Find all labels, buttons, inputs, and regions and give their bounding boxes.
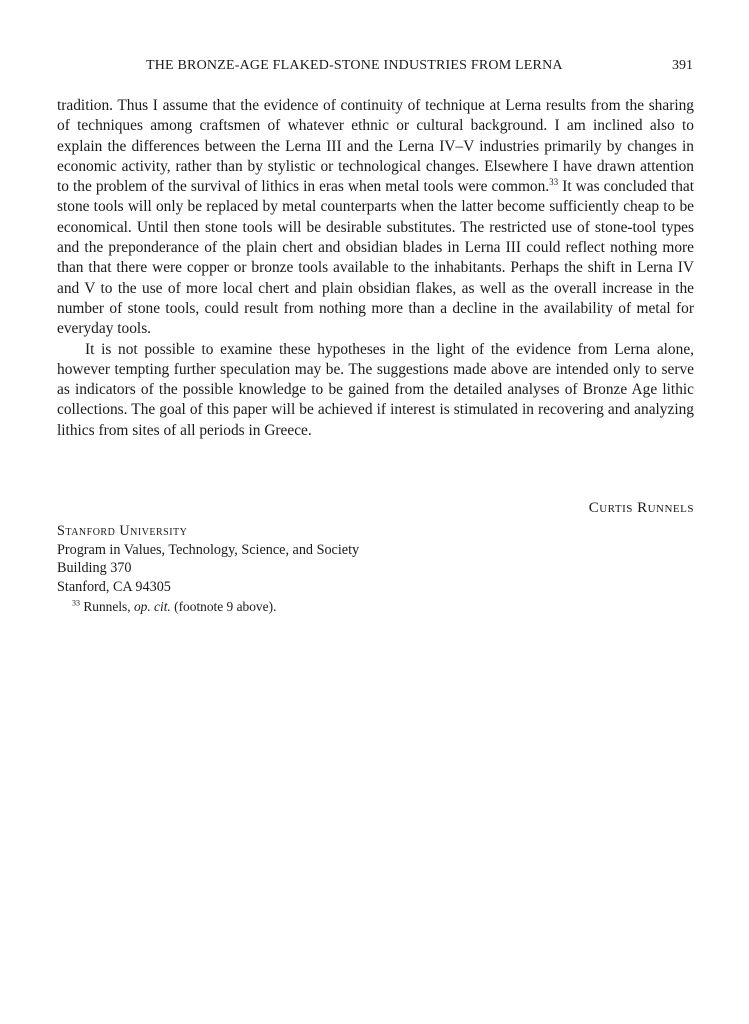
body-text [57, 96, 694, 441]
footnote-reference: 33 [549, 177, 559, 188]
footnote [72, 598, 276, 616]
paragraph-1-text-a: tradition. Thus I assume that the evidence of continuity of technique at Lerna results from the sharing of techniques among craftsmen of whatever ethnic or cultural background. I am inclined also to explain the differences between the Lerna III and the Lerna IV–V industries primarily by changes in economic activity, rather than by stylistic or technological changes. Elsewhere I have drawn attention to the problem of the survival of lithics in eras when metal tools were common. [57, 97, 694, 196]
footnote-author: Runnels, [83, 599, 134, 614]
address-program: Program in Values, Technology, Science, and Society [57, 541, 360, 558]
footnote-rest: (footnote 9 above). [170, 599, 277, 614]
paragraph-2: It is not possible to examine these hypotheses in the light of the evidence from Lerna alone, however tempting further speculation may be. The suggestions made above are intended only to serve as indicators of the possible knowledge to be gained from the detailed analyses of Bronze Age lithic collections. The goal of this paper will be achieved if interest is stimulated in recovering and analyzing lithics from sites of all periods in Greece. [57, 340, 694, 439]
author-address [57, 522, 359, 596]
author-name: Curtis Runnels [588, 500, 694, 516]
page-header [0, 58, 749, 80]
footnote-op-cit: op. cit. [133, 599, 171, 614]
paragraph-1-text-b: It was concluded that stone tools will only be replaced by metal counterparts when the latter become sufficiently cheap to be economical. Until then stone tools will be desirable substitutes. The restricted use of stone-tool types and the preponderance of the plain chert and obsidian blades in Lerna III could reflect nothing more than that there were copper or bronze tools available to the inhabitants. Perhaps the shift in Lerna IV and V to the use of more local chert and plain obsidian flakes, as well as the overall increase in the number of stone tools, could result from nothing more than a decline in the availability of metal for everyday tools. [57, 178, 694, 338]
running-head: THE BRONZE-AGE FLAKED-STONE INDUSTRIES FROM LERNA [146, 58, 563, 73]
address-city: Stanford, CA 94305 [57, 578, 171, 595]
paragraph-1 [57, 96, 694, 340]
footnote-number: 33 [72, 598, 80, 608]
address-institution: Stanford University [57, 523, 188, 539]
address-building: Building 370 [57, 560, 132, 576]
page-number: 391 [672, 58, 693, 73]
